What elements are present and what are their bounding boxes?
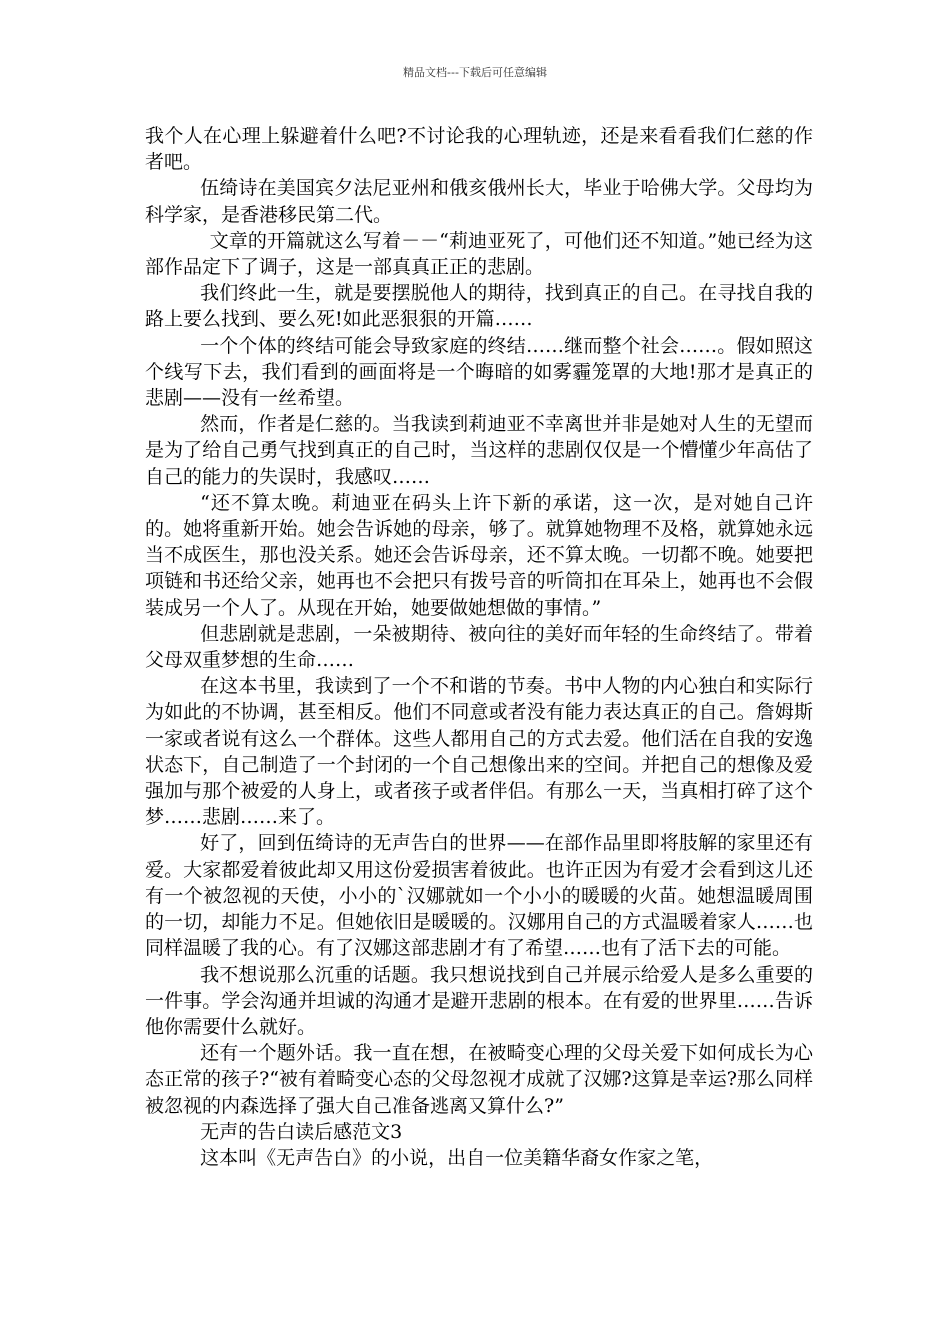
paragraph-5: 一个个体的终结可能会导致家庭的终结……继而整个社会……。假如照这个线写下去，我们看到的画面将是一个晦暗的如雾霾笼罩的大地!那才是真正的悲剧——没有一丝希望。 — [145, 334, 813, 410]
paragraph-4: 我们终此一生，就是要摆脱他人的期待，找到真正的自己。在寻找自我的路上要么找到、要么死!如此恶狠狠的开篇…… — [145, 282, 813, 331]
paragraph-8: 但悲剧就是悲剧，一朵被期待、被向往的美好而年轻的生命终结了。带着父母双重梦想的生命…… — [145, 622, 813, 672]
paragraph-6: 然而，作者是仁慈的。当我读到莉迪亚不幸离世并非是她对人生的无望而是为了给自己勇气找到真正的自己时，当这样的悲剧仅仅是一个懵懂少年高估了自己的能力的失误时，我感叹…… — [145, 413, 813, 488]
page-header: 精品文档---下载后可任意编辑 — [403, 66, 547, 79]
paragraph-7: “还不算太晚。莉迪亚在码头上许下新的承诺，这一次，是对她自己许的。她将重新开始。她会告诉她的母亲，够了。就算她物理不及格，就算她永远当不成医生，那也没关系。她还会告诉母亲，还不算太晚。一切都不晚。她要把项链和书还给父亲，她再也不会把只有拨号音的听筒扣在耳朵上，她再也不会假装成另一个人了。从现在开始，她要做她想做的事情。” — [145, 491, 813, 619]
paragraph-12: 还有一个题外话。我一直在想，在被畸变心理的父母关爱下如何成长为心态正常的孩子?“被有着畸变心态的父母忽视才成就了汉娜?这算是幸运?那么同样被忽视的内森选择了强大自己准备逃离又算什么?” — [145, 1042, 813, 1117]
paragraph-2: 伍绮诗在美国宾夕法尼亚州和俄亥俄州长大，毕业于哈佛大学。父母均为科学家，是香港移民第二代。 — [145, 177, 813, 226]
paragraph-13: 这本叫《无声告白》的小说，出自一位美籍华裔女作家之笔， — [200, 1146, 714, 1169]
section-heading: 无声的告白读后感范文3 — [200, 1120, 403, 1143]
paragraph-11: 我不想说那么沉重的话题。我只想说找到自己并展示给爱人是多么重要的一件事。学会沟通并坦诚的沟通才是避开悲剧的根本。在有爱的世界里……告诉他你需要什么就好。 — [145, 963, 813, 1038]
paragraph-3: 文章的开篇就这么写着－－“莉迪亚死了，可他们还不知道。”她已经为这部作品定下了调子，这是一部真真正正的悲剧。 — [145, 229, 813, 279]
paragraph-1: 我个人在心理上躲避着什么吧?不讨论我的心理轨迹，还是来看看我们仁慈的作者吧。 — [145, 125, 813, 174]
paragraph-10: 好了，回到伍绮诗的无声告白的世界——在部作品里即将肢解的家里还有爱。大家都爱着彼此却又用这份爱损害着彼此。也许正因为有爱才会看到这儿还有一个被忽视的天使，小小的`汉娜就如一个小小的暖暖的火苗。她想温暖周围的一切，却能力不足。但她依旧是暖暖的。汉娜用自己的方式温暖着家人……也同样温暖了我的心。有了汉娜这部悲剧才有了希望……也有了活下去的可能。 — [145, 832, 813, 960]
paragraph-9: 在这本书里，我读到了一个不和谐的节奏。书中人物的内心独白和实际行为如此的不协调，甚至相反。他们不同意或者没有能力表达真正的自己。詹姆斯一家或者说有这么一个群体。这些人都用自己的方式去爱。他们活在自我的安逸状态下，自己制造了一个封闭的一个自己想像出来的空间。并把自己的想像及爱强加与那个被爱的人身上，或者孩子或者伴侣。有那么一天，当真相打碎了这个梦……悲剧……来了。 — [145, 675, 813, 829]
document-body — [145, 123, 813, 1171]
